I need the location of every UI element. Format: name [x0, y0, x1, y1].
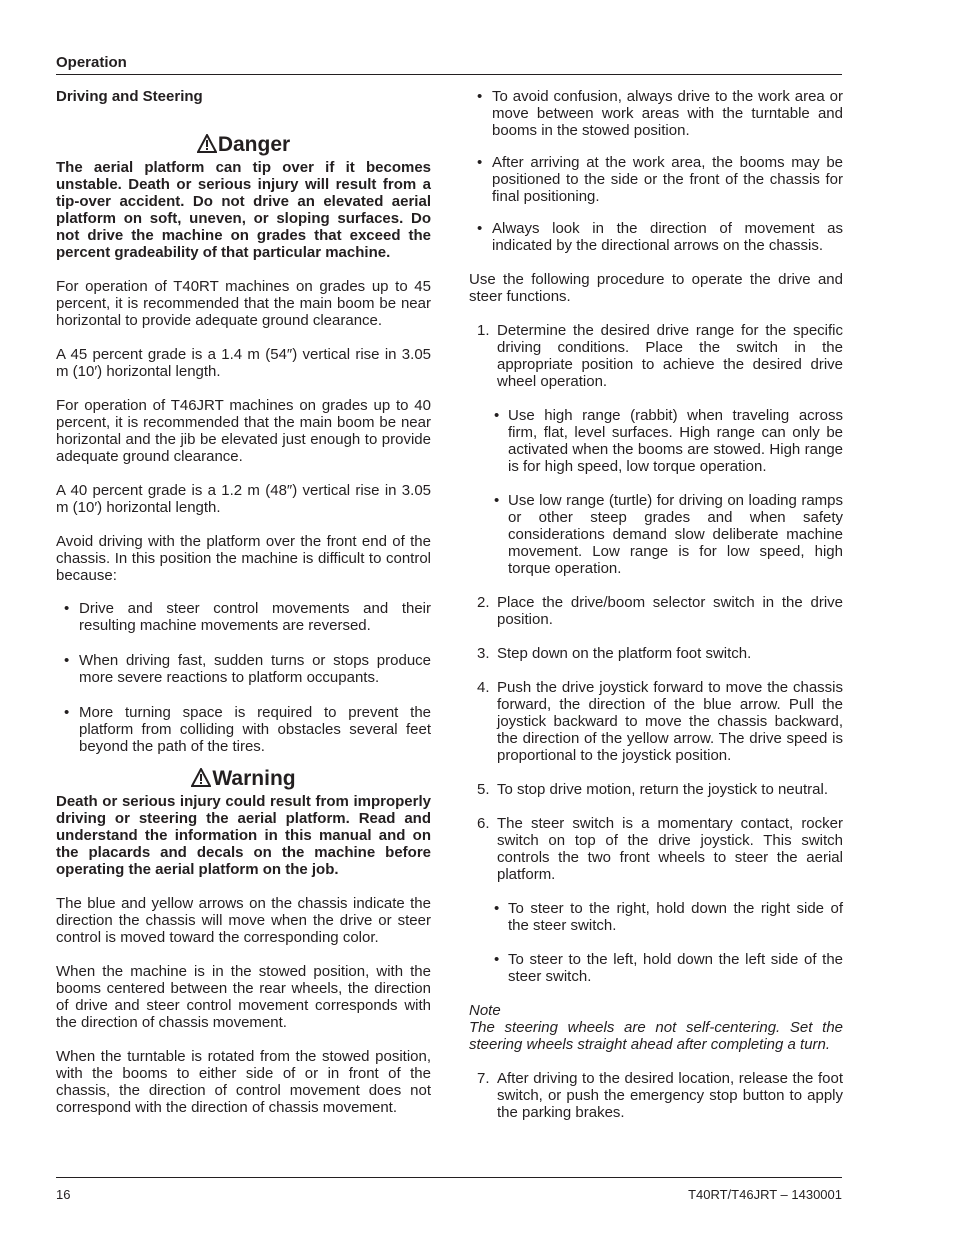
step-text: Determine the desired drive range for the specific driving conditions. Place the switch in the appropriate position to achieve the desired drive wheel operation. — [497, 322, 843, 390]
danger-heading — [56, 133, 431, 159]
step-number: 5. — [477, 781, 490, 798]
steer-list — [469, 900, 843, 985]
list-item: • Use high range (rabbit) when traveling across firm, flat, level surfaces. High range can only be activated when the booms are stowed. High range is for high speed, low torque operation. — [469, 407, 843, 475]
page-number: 16 — [56, 1187, 71, 1202]
step-number: 6. — [477, 815, 490, 832]
procedure-steps — [469, 322, 843, 390]
procedure-intro: Use the following procedure to operate the drive and steer functions. — [469, 271, 843, 305]
procedure-steps — [469, 1070, 843, 1121]
header-rule — [56, 74, 842, 75]
document-id: T40RT/T46JRT – 1430001 — [688, 1187, 842, 1202]
tips-list — [469, 88, 843, 254]
list-item: • Always look in the direction of movement as indicated by the directional arrows on the chassis. — [469, 220, 843, 254]
step-item — [469, 1070, 843, 1121]
step-text: Push the drive joystick forward to move the chassis forward, the direction of the blue arrow. Pull the joystick backward to move the chassis backward, the direction of the yellow arrow. The drive speed is proportional to the joystick position. — [497, 679, 843, 764]
paragraph: A 40 percent grade is a 1.2 m (48″) vertical rise in 3.05 m (10′) horizontal length. — [56, 482, 431, 516]
step-item — [469, 781, 843, 798]
subsection-title: Driving and Steering — [56, 88, 203, 105]
warning-title: Warning — [212, 767, 296, 790]
footer-rule — [56, 1177, 842, 1178]
paragraph: For operation of T40RT machines on grades up to 45 percent, it is recommended that the main boom be near horizontal to provide adequate ground clearance. — [56, 278, 431, 329]
danger-title: Danger — [217, 133, 291, 156]
warning-triangle-icon — [197, 134, 217, 159]
paragraph: When the turntable is rotated from the stowed position, with the booms to either side of or in front of the chassis, the direction of control movement does not correspond with the direction of chassis movement. — [56, 1048, 431, 1116]
procedure-steps — [469, 594, 843, 883]
step-number: 1. — [477, 322, 490, 339]
paragraph: A 45 percent grade is a 1.4 m (54″) vertical rise in 3.05 m (10′) horizontal length. — [56, 346, 431, 380]
warning-text: Death or serious injury could result from improperly driving or steering the aerial platform. Read and understand the information in this manual and on the placards and decals on the machine before operating the aerial platform on the job. — [56, 793, 431, 878]
right-column — [469, 88, 843, 1121]
note-label: Note — [469, 1002, 501, 1019]
list-item: • When driving fast, sudden turns or stops produce more severe reactions to platform occupants. — [56, 652, 431, 686]
step-number: 4. — [477, 679, 490, 696]
step-item — [469, 594, 843, 628]
step-number: 3. — [477, 645, 490, 662]
warning-triangle-icon — [191, 768, 211, 793]
list-item: • More turning space is required to prevent the platform from colliding with obstacles several feet beyond the path of the tires. — [56, 704, 431, 755]
step-text: The steer switch is a momentary contact, rocker switch on top of the drive joystick. This switch controls the two front wheels to steer the aerial platform. — [497, 815, 843, 883]
list-item: • Use low range (turtle) for driving on loading ramps or other steep grades and when safety considerations demand slow deliberate machine movement. Low range is for low speed, high torque operation. — [469, 492, 843, 577]
warning-heading — [56, 767, 431, 793]
list-item: • After arriving at the work area, the booms may be positioned to the side or the front of the chassis for final positioning. — [469, 154, 843, 205]
step-number: 7. — [477, 1070, 490, 1087]
list-item: • Drive and steer control movements and their resulting machine movements are reversed. — [56, 600, 431, 634]
list-item: • To steer to the right, hold down the right side of the steer switch. — [469, 900, 843, 934]
paragraph: When the machine is in the stowed position, with the booms centered between the rear wheels, the direction of drive and steer control movement corresponds with the direction of chassis movement. — [56, 963, 431, 1031]
paragraph: Avoid driving with the platform over the front end of the chassis. In this position the machine is difficult to control because: — [56, 533, 431, 584]
list-item: • To steer to the left, hold down the left side of the steer switch. — [469, 951, 843, 985]
list-item: • To avoid confusion, always drive to the work area or move between work areas with the turntable and booms in the stowed position. — [469, 88, 843, 139]
section-header: Operation — [56, 54, 127, 71]
step-item — [469, 322, 843, 390]
paragraph: The blue and yellow arrows on the chassis indicate the direction the chassis will move when the drive or steer control is moved toward the corresponding color. — [56, 895, 431, 946]
step-item — [469, 679, 843, 764]
step-text: Step down on the platform foot switch. — [497, 645, 752, 662]
left-column — [56, 88, 431, 1116]
step-text: To stop drive motion, return the joystick to neutral. — [497, 781, 828, 798]
danger-text: The aerial platform can tip over if it becomes unstable. Death or serious injury will result from a tip-over accident. Do not drive an elevated aerial platform on soft, uneven, or sloping surfaces. Do not drive the machine on grades that exceed the percent gradeability of that particular machine. — [56, 159, 431, 261]
drive-range-list — [469, 407, 843, 577]
note-text: The steering wheels are not self-centering. Set the steering wheels straight ahead after completing a turn. — [469, 1019, 843, 1053]
reasons-list — [56, 600, 431, 755]
step-item — [469, 815, 843, 883]
step-number: 2. — [477, 594, 490, 611]
step-text: After driving to the desired location, release the foot switch, or push the emergency stop button to apply the parking brakes. — [497, 1070, 843, 1121]
step-item — [469, 645, 843, 662]
step-text: Place the drive/boom selector switch in the drive position. — [497, 594, 843, 628]
paragraph: For operation of T46JRT machines on grades up to 40 percent, it is recommended that the main boom be near horizontal and the jib be elevated just enough to provide adequate ground clearance. — [56, 397, 431, 465]
